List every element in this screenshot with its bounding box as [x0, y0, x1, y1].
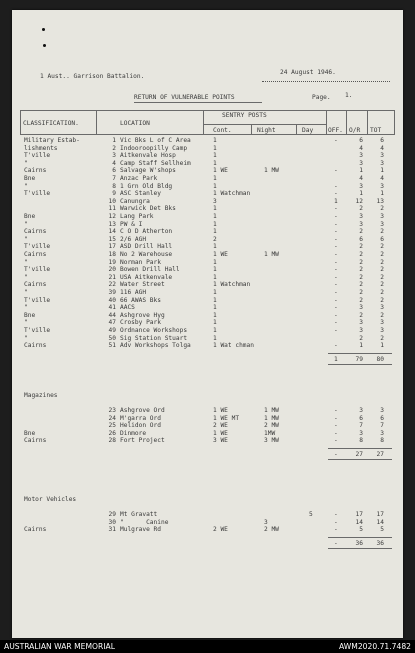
row-cont-posts: 1 — [213, 243, 217, 251]
column-divider — [251, 124, 252, 135]
row-total: 14 — [376, 518, 384, 526]
row-cont-posts: 2 WE — [213, 526, 228, 534]
row-location: No 2 Warehouse — [120, 251, 173, 258]
row-classification: T'ville — [24, 190, 51, 198]
row-classification: Bne — [24, 175, 36, 182]
col-cont: Cont. — [213, 127, 232, 134]
row-classification: " — [24, 235, 28, 243]
header-bottom-rule — [20, 134, 395, 135]
row-total: 3 — [380, 220, 384, 228]
sentry-subheader-rule — [203, 124, 327, 125]
row-total: 4 — [380, 175, 384, 182]
row-cont-posts: 1 — [213, 273, 217, 281]
row-classification: Cairns — [24, 342, 47, 350]
row-location: C O D Atherton — [120, 228, 173, 236]
row-other-ranks: 12 — [355, 197, 363, 205]
row-point-number: 15 — [108, 235, 116, 243]
row-point-number: 51 — [108, 342, 116, 350]
row-location: AACS — [120, 304, 135, 312]
row-point-number: 17 — [108, 243, 116, 251]
row-classification: " — [24, 258, 28, 266]
column-divider — [346, 110, 347, 135]
row-cont-posts: 1 Wat chman — [213, 342, 254, 350]
row-other-ranks: 2 — [359, 228, 363, 236]
report-title: RETURN OF VULNERABLE POINTS — [134, 94, 235, 101]
row-officers: - — [334, 167, 338, 175]
row-point-number: 23 — [108, 407, 116, 414]
row-officers: - — [334, 422, 338, 430]
row-day-posts: 5 — [309, 511, 313, 518]
row-total: 4 — [380, 144, 384, 152]
row-cont-posts: 1 — [213, 311, 217, 319]
row-location: Fort Project — [120, 437, 165, 445]
row-other-ranks: 2 — [359, 289, 363, 296]
total-officers: - — [334, 539, 338, 547]
row-other-ranks: 2 — [359, 258, 363, 266]
row-point-number: 20 — [108, 266, 116, 274]
row-other-ranks: 2 — [359, 334, 363, 342]
row-total: 2 — [380, 243, 384, 251]
row-cont-posts: 1 WE — [213, 429, 228, 437]
page-number: 1. — [345, 92, 353, 99]
header-top-rule — [20, 110, 395, 111]
row-location: Warwick Det Bks — [120, 205, 176, 213]
row-point-number: 41 — [108, 304, 116, 312]
row-location: Bowen Drill Hall — [120, 266, 180, 274]
row-classification: T'ville — [24, 327, 51, 334]
row-point-number: 28 — [108, 437, 116, 445]
row-point-number: 47 — [108, 319, 116, 327]
row-classification: Cairns — [24, 167, 47, 175]
row-cont-posts: 1 — [213, 296, 217, 304]
row-other-ranks: 3 — [359, 220, 363, 228]
date-underline — [262, 81, 390, 82]
row-location: Ashgrove Ord — [120, 407, 165, 414]
row-officers: - — [334, 213, 338, 220]
image-footer — [0, 640, 415, 653]
column-divider — [367, 110, 368, 135]
unit-name: 1 Aust.. Garrison Battalion. — [40, 73, 145, 80]
total-all: 36 — [376, 539, 384, 547]
row-location: Camp Staff Sellheim — [120, 159, 191, 167]
row-other-ranks: 1 — [359, 190, 363, 198]
row-officers: - — [334, 511, 338, 518]
row-other-ranks: 1 — [359, 167, 363, 175]
row-total: 3 — [380, 159, 384, 167]
row-location: 2/6 AGH — [120, 235, 147, 243]
row-location: 1 Grn Old Bldg — [120, 182, 173, 190]
punch-hole-mark — [43, 44, 46, 47]
row-total: 2 — [380, 296, 384, 304]
row-total: 2 — [380, 266, 384, 274]
subtotal-rule — [328, 353, 392, 354]
row-classification: T'ville — [24, 152, 51, 160]
row-other-ranks: 4 — [359, 175, 363, 182]
row-other-ranks: 6 — [359, 414, 363, 422]
row-classification: T'ville — [24, 266, 51, 274]
row-other-ranks: 6 — [359, 235, 363, 243]
row-classification: Bne — [24, 429, 36, 437]
row-total: 6 — [380, 414, 384, 422]
row-officers: - — [334, 273, 338, 281]
row-cont-posts: 1 — [213, 258, 217, 266]
row-night-posts: 1 MW — [264, 414, 279, 422]
col-location: LOCATION — [120, 120, 150, 127]
row-total: 3 — [380, 213, 384, 220]
column-divider — [20, 110, 21, 135]
total-other-ranks: 27 — [355, 451, 363, 458]
archive-reference: AWM2020.71.7482 — [339, 642, 411, 651]
row-total: 3 — [380, 429, 384, 437]
row-cont-posts: 1 — [213, 182, 217, 190]
row-officers: - — [334, 429, 338, 437]
punch-hole-mark — [42, 28, 45, 31]
row-point-number: 40 — [108, 296, 116, 304]
total-officers: 1 — [334, 355, 338, 363]
row-officers: 1 — [334, 197, 338, 205]
row-total: 3 — [380, 407, 384, 414]
row-total: 1 — [380, 167, 384, 175]
row-classification: Cairns — [24, 281, 47, 289]
row-other-ranks: 5 — [359, 526, 363, 534]
row-total: 13 — [376, 197, 384, 205]
row-officers: - — [334, 526, 338, 534]
row-point-number: 8 — [112, 182, 116, 190]
row-point-number: 29 — [108, 511, 116, 518]
col-day: Day — [302, 127, 314, 134]
row-night-posts: 2 MW — [264, 526, 279, 534]
total-other-ranks: 36 — [355, 539, 363, 547]
row-point-number: 22 — [108, 281, 116, 289]
row-cont-posts: 1 WE — [213, 251, 228, 258]
row-night-posts: 1 MW — [264, 407, 279, 414]
row-point-number: 18 — [108, 251, 116, 258]
title-underline — [134, 102, 262, 103]
row-point-number: 4 — [112, 159, 116, 167]
row-other-ranks: 3 — [359, 152, 363, 160]
row-total: 2 — [380, 311, 384, 319]
row-location: 116 AGH — [120, 289, 147, 296]
row-other-ranks: 3 — [359, 159, 363, 167]
row-classification: T'ville — [24, 296, 51, 304]
row-night-posts: 3 — [264, 518, 268, 526]
column-divider — [326, 110, 327, 135]
row-total: 3 — [380, 182, 384, 190]
row-classification: Cairns — [24, 526, 47, 534]
row-officers: - — [334, 266, 338, 274]
row-location: Canungra — [120, 197, 150, 205]
row-officers: - — [334, 311, 338, 319]
row-cont-posts: 1 WE — [213, 407, 228, 414]
row-officers: - — [334, 258, 338, 266]
row-location: " Canine — [120, 518, 169, 526]
row-point-number: 1 — [112, 137, 116, 144]
row-total: 5 — [380, 526, 384, 534]
row-point-number: 7 — [112, 175, 116, 182]
row-location: ASC Stanley — [120, 190, 161, 198]
row-total: 2 — [380, 281, 384, 289]
row-location: Water Street — [120, 281, 165, 289]
row-point-number: 50 — [108, 334, 116, 342]
row-cont-posts: 1 — [213, 152, 217, 160]
row-officers: - — [334, 518, 338, 526]
row-classification: Cairns — [24, 251, 47, 258]
col-night: Night — [257, 127, 276, 134]
column-divider — [203, 110, 204, 135]
total-officers: - — [334, 451, 338, 458]
row-total: 8 — [380, 437, 384, 445]
row-officers: - — [334, 182, 338, 190]
row-classification: " — [24, 319, 28, 327]
col-or: O/R — [349, 127, 361, 134]
row-other-ranks: 3 — [359, 213, 363, 220]
row-total: 3 — [380, 152, 384, 160]
row-cont-posts: 1 — [213, 266, 217, 274]
row-officers: - — [334, 289, 338, 296]
row-cont-posts: 2 WE — [213, 422, 228, 430]
row-officers: - — [334, 228, 338, 236]
row-total: 1 — [380, 190, 384, 198]
row-location: Ashgrove Hyg — [120, 311, 165, 319]
row-total: 3 — [380, 319, 384, 327]
column-divider — [394, 110, 395, 135]
row-other-ranks: 17 — [355, 511, 363, 518]
row-cont-posts: 1 — [213, 319, 217, 327]
row-other-ranks: 2 — [359, 273, 363, 281]
row-point-number: 19 — [108, 258, 116, 266]
row-point-number: 30 — [108, 518, 116, 526]
row-classification: " — [24, 220, 28, 228]
row-other-ranks: 3 — [359, 327, 363, 334]
row-point-number: 39 — [108, 289, 116, 296]
row-classification: Bne — [24, 213, 36, 220]
row-location: Norman Park — [120, 258, 161, 266]
row-officers: - — [334, 220, 338, 228]
row-night-posts: 3 MW — [264, 437, 279, 445]
row-location: Salvage W'shops — [120, 167, 176, 175]
total-underline — [328, 364, 392, 365]
row-point-number: 11 — [108, 205, 116, 213]
row-cont-posts: 1 WE MT — [213, 414, 240, 422]
row-other-ranks: 2 — [359, 311, 363, 319]
row-location: Crosby Park — [120, 319, 161, 327]
row-other-ranks: 2 — [359, 266, 363, 274]
row-total: 2 — [380, 258, 384, 266]
row-cont-posts: 1 WE — [213, 167, 228, 175]
col-offr: OFF. — [328, 127, 343, 134]
total-underline — [328, 548, 392, 549]
row-cont-posts: 1 — [213, 289, 217, 296]
row-location: Ordnance Workshops — [120, 327, 188, 334]
row-other-ranks: 7 — [359, 422, 363, 430]
col-sentry-posts: SENTRY POSTS — [222, 112, 267, 119]
subtotal-rule — [328, 448, 392, 449]
row-other-ranks: 3 — [359, 429, 363, 437]
row-cont-posts: 1 — [213, 175, 217, 182]
row-location: Helidon Ord — [120, 422, 161, 430]
row-location: 66 AWAS Bks — [120, 296, 161, 304]
row-total: 2 — [380, 251, 384, 258]
row-cont-posts: 1 — [213, 205, 217, 213]
row-cont-posts: 1 — [213, 327, 217, 334]
row-cont-posts: 1 — [213, 144, 217, 152]
row-total: 7 — [380, 422, 384, 430]
row-total: 2 — [380, 228, 384, 236]
row-other-ranks: 2 — [359, 296, 363, 304]
col-total: TOT — [370, 127, 382, 134]
row-night-posts: 2 MW — [264, 422, 279, 430]
row-classification: Cairns — [24, 228, 47, 236]
row-classification: " — [24, 182, 28, 190]
row-location: Adv Workshops Tolga — [120, 342, 191, 350]
row-location: Mt Gravatt — [120, 511, 158, 518]
row-officers: - — [334, 235, 338, 243]
row-classification: Military Estab- — [24, 137, 80, 144]
row-other-ranks: 3 — [359, 319, 363, 327]
row-point-number: 12 — [108, 213, 116, 220]
row-location: USA Aitkenvale — [120, 273, 173, 281]
row-cont-posts: 1 — [213, 213, 217, 220]
row-point-number: 26 — [108, 429, 116, 437]
row-officers: - — [334, 304, 338, 312]
row-officers: - — [334, 327, 338, 334]
row-classification: " — [24, 159, 28, 167]
row-other-ranks: 2 — [359, 251, 363, 258]
row-total: 3 — [380, 327, 384, 334]
column-divider — [296, 124, 297, 135]
row-classification: " — [24, 334, 28, 342]
row-officers: - — [334, 205, 338, 213]
row-classification: lishments — [24, 144, 58, 152]
row-other-ranks: 4 — [359, 144, 363, 152]
row-location: Indooroopilly Camp — [120, 144, 188, 152]
row-point-number: 13 — [108, 220, 116, 228]
row-point-number: 10 — [108, 197, 116, 205]
row-night-posts: 1MW — [264, 429, 276, 437]
row-location: Vic Bks L of C Area — [120, 137, 191, 144]
row-classification: Cairns — [24, 437, 47, 445]
row-other-ranks: 2 — [359, 281, 363, 289]
row-classification: Bne — [24, 311, 36, 319]
row-point-number: 31 — [108, 526, 116, 534]
row-other-ranks: 2 — [359, 205, 363, 213]
row-location: Aitkenvale Hosp — [120, 152, 176, 160]
row-classification: " — [24, 304, 28, 312]
row-cont-posts: 1 — [213, 304, 217, 312]
section-heading: Motor Vehicles — [24, 496, 77, 503]
row-other-ranks: 14 — [355, 518, 363, 526]
row-other-ranks: 6 — [359, 137, 363, 144]
row-officers: - — [334, 243, 338, 251]
row-point-number: 6 — [112, 167, 116, 175]
row-total: 1 — [380, 342, 384, 350]
row-night-posts: 1 MW — [264, 167, 279, 175]
row-location: M'garra Ord — [120, 414, 161, 422]
row-other-ranks: 3 — [359, 182, 363, 190]
subtotal-rule — [328, 537, 392, 538]
row-other-ranks: 3 — [359, 304, 363, 312]
row-cont-posts: 1 — [213, 220, 217, 228]
row-total: 3 — [380, 304, 384, 312]
row-other-ranks: 2 — [359, 243, 363, 251]
row-cont-posts: 1 — [213, 334, 217, 342]
row-other-ranks: 3 — [359, 407, 363, 414]
row-officers: - — [334, 342, 338, 350]
row-night-posts: 1 MW — [264, 251, 279, 258]
row-point-number: 21 — [108, 273, 116, 281]
row-point-number: 3 — [112, 152, 116, 160]
total-underline — [328, 459, 392, 460]
row-total: 2 — [380, 205, 384, 213]
row-location: PW & I — [120, 220, 143, 228]
document-page — [12, 10, 403, 638]
row-location: ASD Drill Hall — [120, 243, 173, 251]
row-location: Sig Station Stuart — [120, 334, 188, 342]
row-officers: - — [334, 281, 338, 289]
archive-credit: AUSTRALIAN WAR MEMORIAL — [4, 642, 115, 651]
row-total: 6 — [380, 137, 384, 144]
row-cont-posts: 2 — [213, 235, 217, 243]
row-point-number: 44 — [108, 311, 116, 319]
row-cont-posts: 1 Watchman — [213, 281, 251, 289]
row-officers: - — [334, 296, 338, 304]
row-officers: - — [334, 190, 338, 198]
total-other-ranks: 79 — [355, 355, 363, 363]
row-point-number: 24 — [108, 414, 116, 422]
col-classification: CLASSIFICATION. — [23, 120, 79, 127]
total-all: 80 — [376, 355, 384, 363]
row-officers: - — [334, 407, 338, 414]
row-location: Anzac Park — [120, 175, 158, 182]
row-other-ranks: 8 — [359, 437, 363, 445]
row-point-number: 9 — [112, 190, 116, 198]
row-officers: - — [334, 319, 338, 327]
row-total: 17 — [376, 511, 384, 518]
row-point-number: 14 — [108, 228, 116, 236]
row-total: 6 — [380, 235, 384, 243]
row-total: 2 — [380, 273, 384, 281]
row-cont-posts: 3 — [213, 197, 217, 205]
row-classification: " — [24, 273, 28, 281]
total-all: 27 — [376, 451, 384, 458]
page-label: Page. — [312, 94, 331, 101]
row-officers: - — [334, 414, 338, 422]
row-point-number: 25 — [108, 422, 116, 430]
row-officers: - — [334, 137, 338, 144]
report-date: 24 August 1946. — [280, 69, 336, 76]
column-divider — [96, 110, 97, 135]
row-officers: - — [334, 251, 338, 258]
row-location: Lang Park — [120, 213, 154, 220]
row-point-number: 2 — [112, 144, 116, 152]
row-cont-posts: 1 — [213, 228, 217, 236]
row-officers: - — [334, 437, 338, 445]
row-cont-posts: 1 — [213, 137, 217, 144]
row-cont-posts: 3 WE — [213, 437, 228, 445]
row-classification: " — [24, 289, 28, 296]
row-total: 2 — [380, 289, 384, 296]
row-point-number: 49 — [108, 327, 116, 334]
row-location: Dinmore — [120, 429, 147, 437]
row-other-ranks: 1 — [359, 342, 363, 350]
row-total: 2 — [380, 334, 384, 342]
row-cont-posts: 1 Watchman — [213, 190, 251, 198]
row-classification: T'ville — [24, 243, 51, 251]
row-location: Mulgrave Rd — [120, 526, 161, 534]
section-heading: Magazines — [24, 392, 58, 399]
row-cont-posts: 1 — [213, 159, 217, 167]
